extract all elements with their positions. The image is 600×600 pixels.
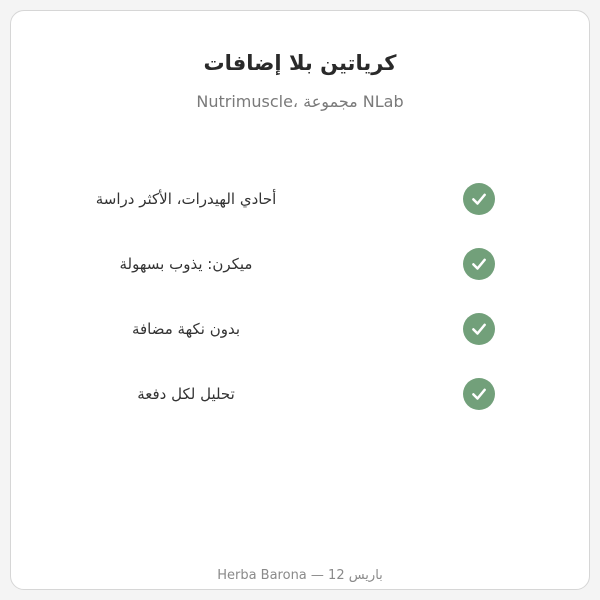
card-title: كرياتين بلا إضافات: [203, 51, 397, 75]
list-item: [11, 378, 589, 443]
feature-label: ميكرن: يذوب بسهولة: [119, 255, 253, 273]
product-card: [10, 10, 590, 590]
footer-caption: باريس 12 — Herba Barona: [217, 568, 383, 583]
check-circle-icon: [463, 313, 495, 345]
list-item: [11, 248, 589, 313]
feature-label: بدون نكهة مضافة: [131, 320, 241, 338]
feature-list: [11, 183, 589, 443]
list-item: [11, 313, 589, 378]
feature-label: تحليل لكل دفعة: [137, 385, 235, 403]
feature-label: أحادي الهيدرات، الأكثر دراسة: [95, 190, 277, 208]
check-circle-icon: [463, 183, 495, 215]
list-item: [11, 183, 589, 248]
check-circle-icon: [463, 248, 495, 280]
card-subtitle: NLab مجموعة ،Nutrimuscle: [196, 92, 404, 111]
check-circle-icon: [463, 378, 495, 410]
